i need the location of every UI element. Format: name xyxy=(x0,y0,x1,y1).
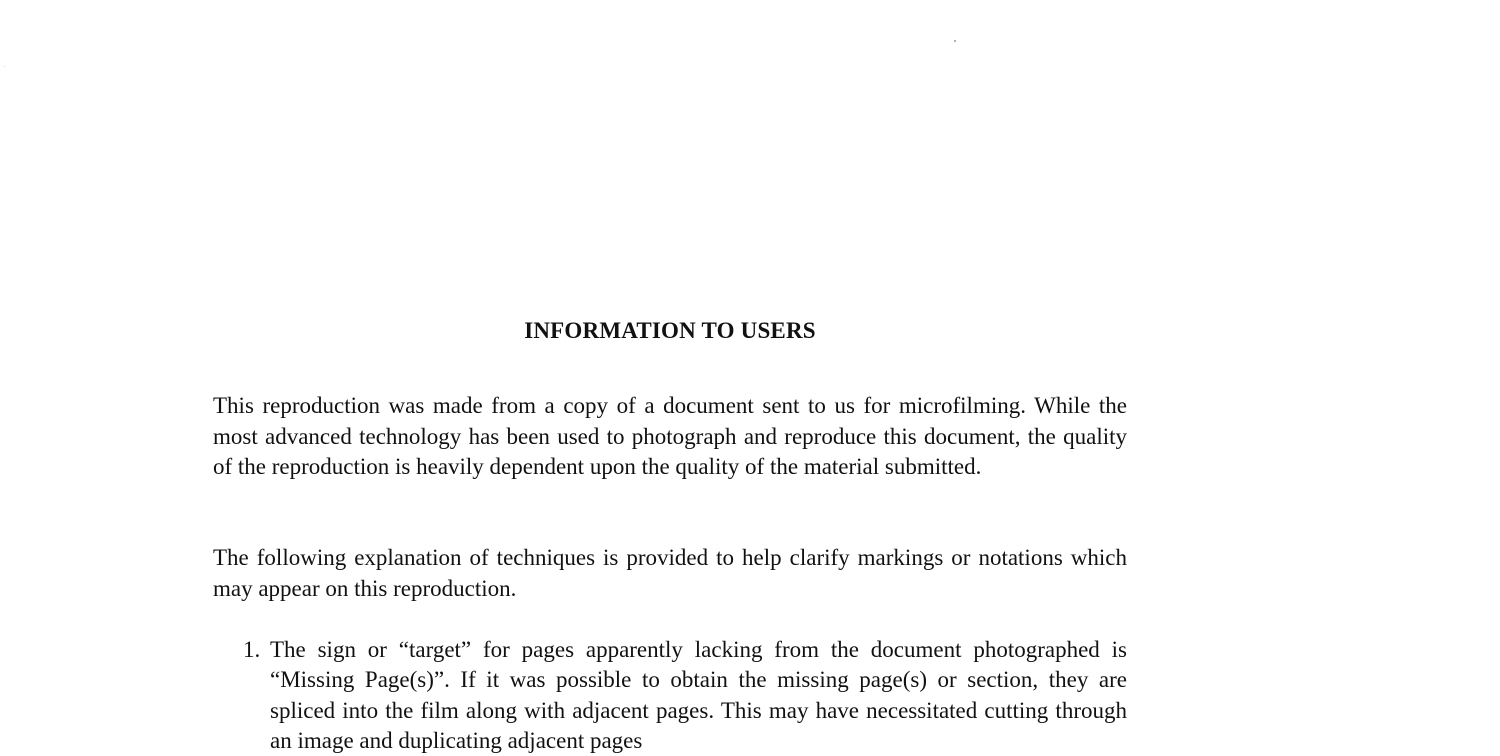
list-item-text: The sign or “target” for pages apparently lacking from the document photographed is “Missing Page(s)”. If it was possible to obtain the missing page(s) or section, they are spliced into the film along with adjacent pages. This may have necessitated cutting through an image and duplicating adjacent pages xyxy=(270,637,1127,753)
paragraph-techniques-explanation: The following explanation of techniques is provided to help clarify markings or notations which may appear on this reproduction. xyxy=(213,545,1127,601)
list-item xyxy=(213,635,1127,756)
techniques-list xyxy=(213,635,1127,756)
document-title: INFORMATION TO USERS xyxy=(524,318,816,343)
paragraph-reproduction-notice: This reproduction was made from a copy of a document sent to us for microfilming. While the most advanced technology has been used to photograph and reproduce this document, the quality of the reproduction is heavily dependent upon the quality of the material submitted. xyxy=(213,393,1127,479)
scan-speck xyxy=(954,40,956,42)
scan-speck xyxy=(4,66,5,67)
list-item-number: 1. xyxy=(243,637,261,662)
